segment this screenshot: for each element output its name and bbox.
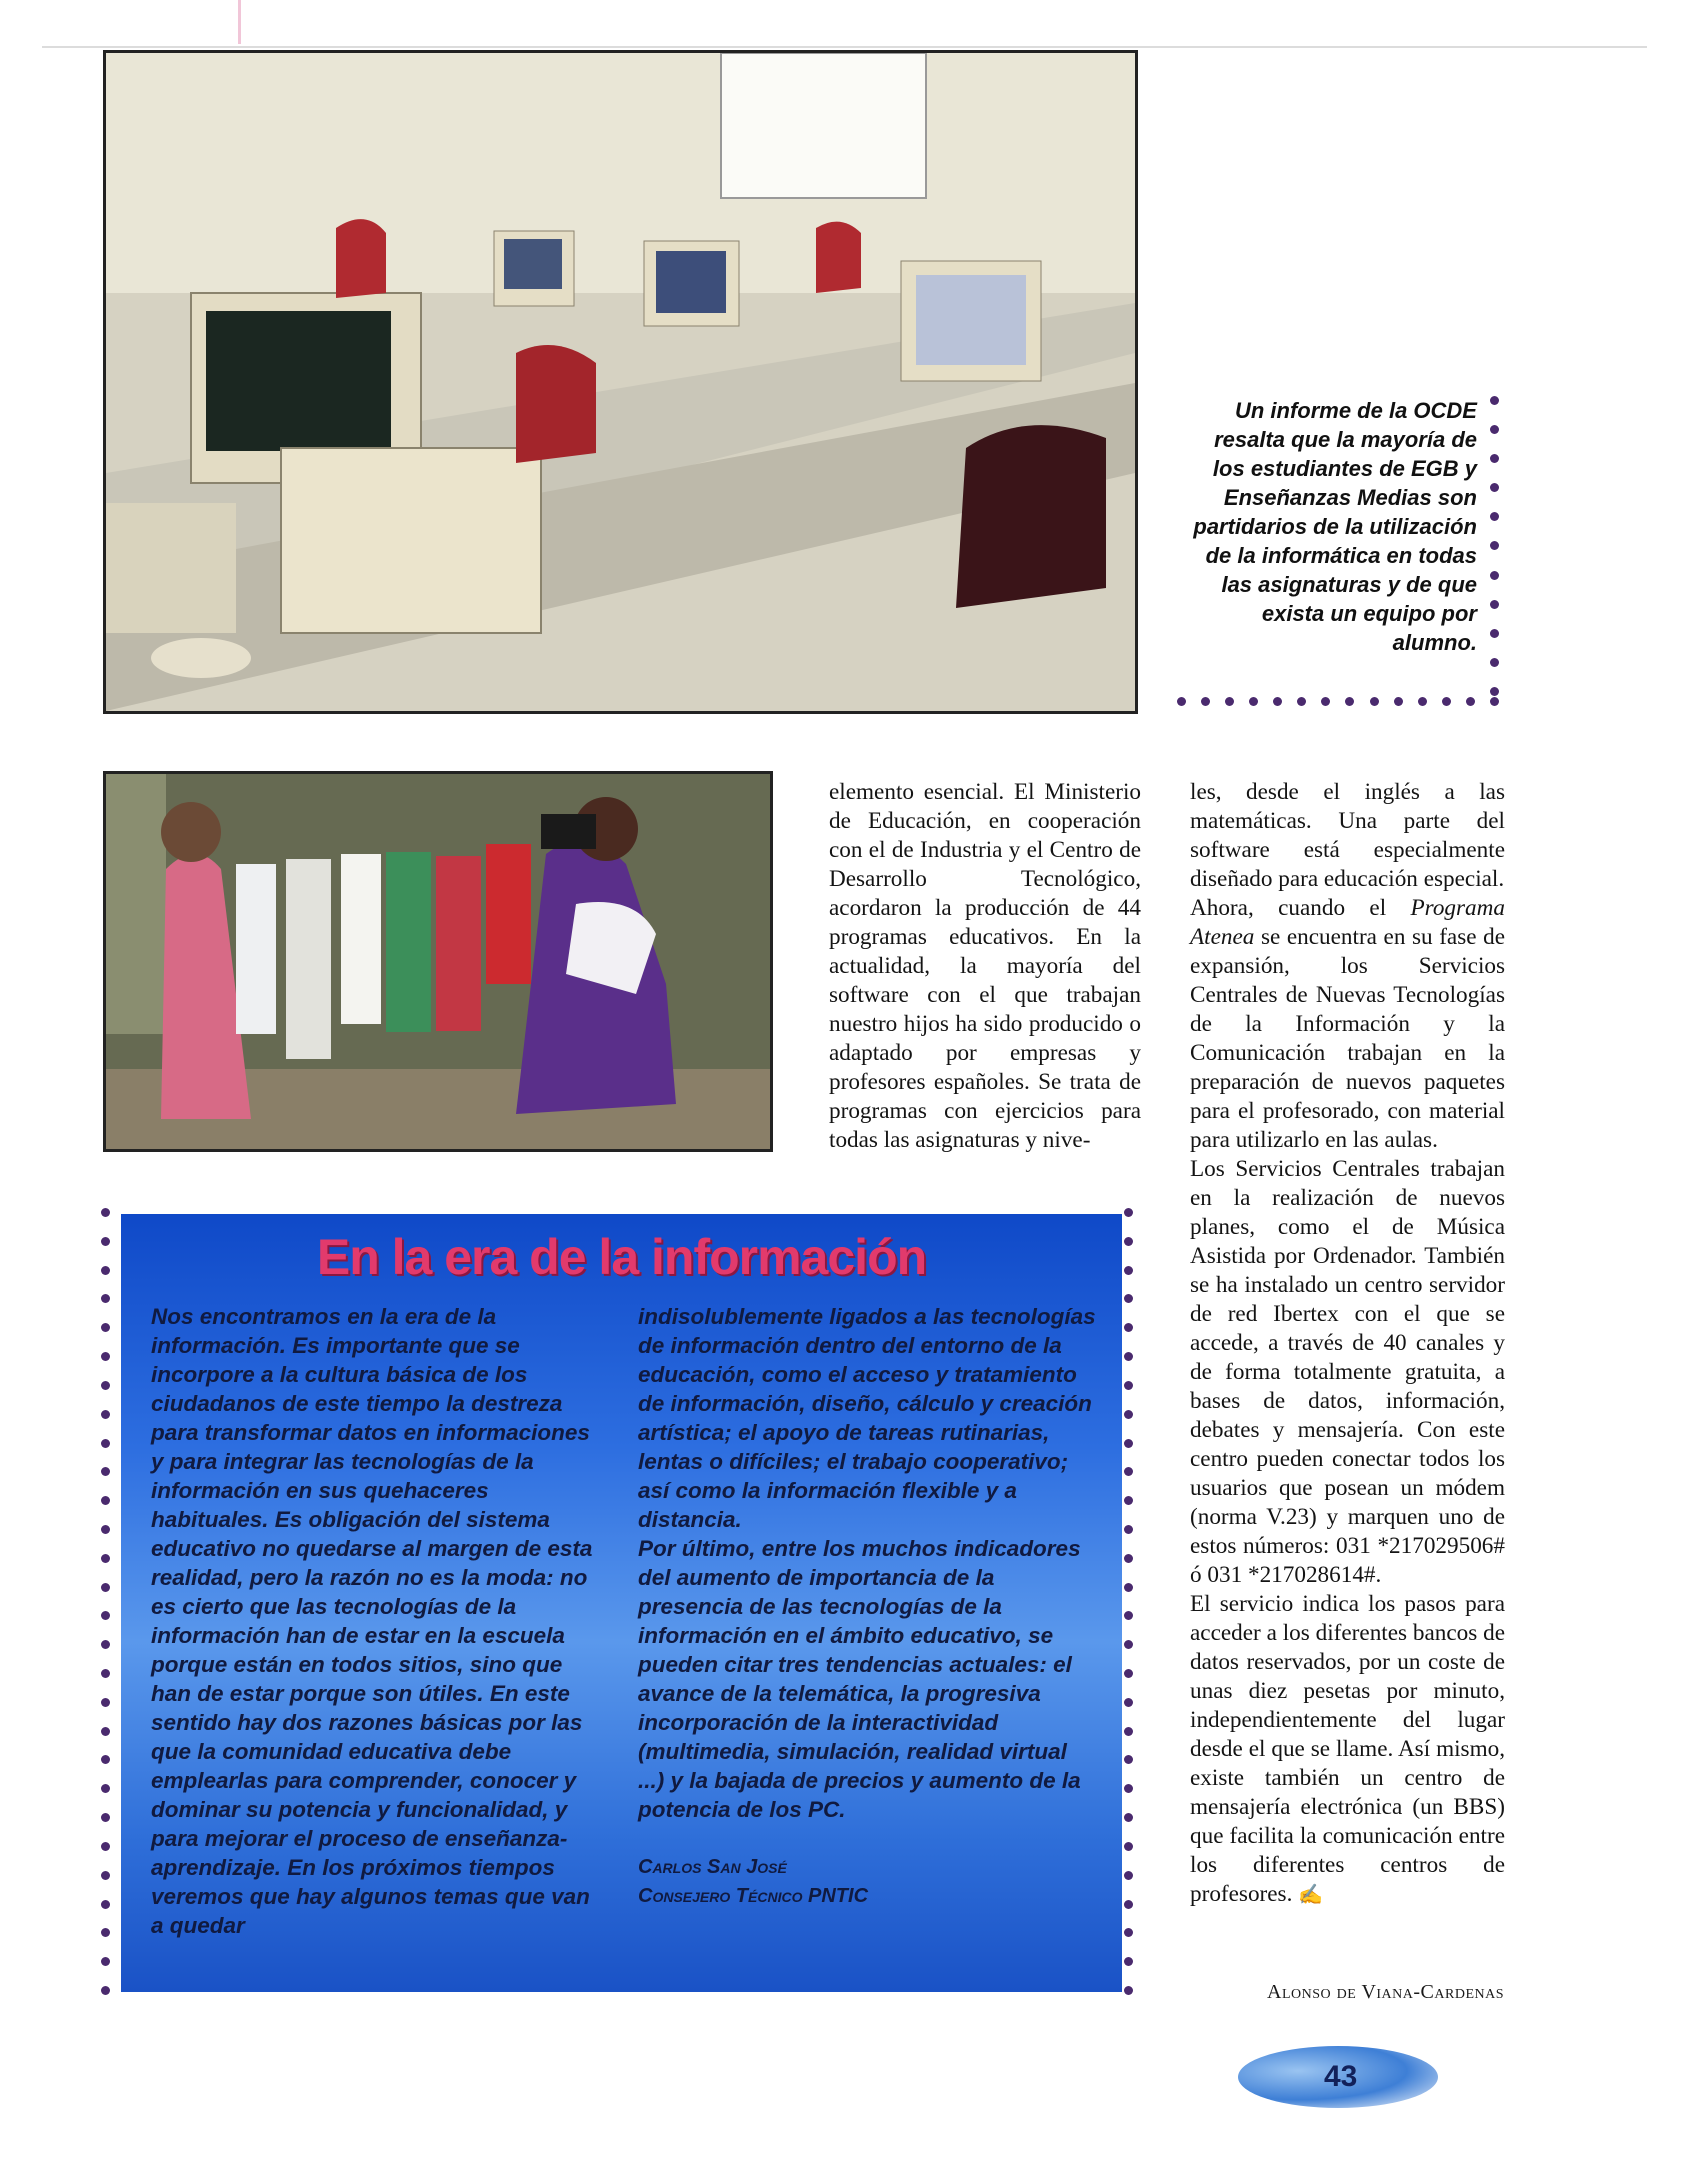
box-paragraph: Nos encontramos en la era de la información. Es importante que se incorpore a la cultura básica de los ciudadanos de este tiempo la destreza para transformar datos en informaciones y para integrar las tecnologías de la información en sus quehaceres habituales. Es obligación del sistema educativo no quedarse al margen de esta realidad, pero la razón no es la moda: no es cierto que las tecnologías de la información han de estar en la escuela porque están en todos sitios, sino que han de estar porque son útiles. En este sentido hay dos razones básicas por las que la comunidad educativa debe emplearlas para comprender, conocer y dominar su potencia y funcionalidad, y para mejorar el proceso de enseñanza-aprendizaje. En los próximos tiempos veremos que hay algunos temas que van a quedar xyxy=(151,1304,593,1938)
box-dotted-border-right xyxy=(1124,1208,1134,1995)
box-signature-role: Consejero Técnico PNTIC xyxy=(638,1885,869,1907)
article-author: Alonso de Viana-Cardenas xyxy=(1267,1981,1504,2003)
information-era-sidebar-box xyxy=(121,1214,1122,1992)
text-run: se encuentra en su fase de expansión, los Servicios Centrales de Nuevas Tecnologías de la Información y la Comunicación trabajan en la preparación de nuevos paquetes para el profesorado, con material para utilizarlo en las aulas. xyxy=(1190,924,1505,1153)
page-number-badge xyxy=(1238,2046,1438,2108)
page-number: 43 xyxy=(1324,2060,1358,2093)
children-filming-illustration xyxy=(106,774,770,1149)
box-dotted-border-left xyxy=(101,1208,111,1995)
pull-quote-dotted-border-right xyxy=(1490,396,1500,696)
box-paragraph: Por último, entre los muchos indicadores del aumento de importancia de la presencia de las tecnologías de la información en el ámbito educativo, se pueden citar tres tendencias actuales: el avance de la telemática, la progresiva incorporación de la interactividad (multimedia, simulación, realidad virtual ...) y la bajada de precios y aumento de la potencia de los PC. xyxy=(638,1536,1081,1822)
box-column-left xyxy=(151,1302,596,1940)
article-paragraph: les, desde el inglés a las matemáticas. Una parte del software está especialmente diseñado para educación especial. xyxy=(1190,779,1505,892)
children-filming-photo xyxy=(103,771,773,1152)
program-name: Programa Atenea xyxy=(1190,895,1505,950)
box-paragraph: indisolublemente ligados a las tecnologías de información dentro del entorno de la educación, como el acceso y tratamiento de información, diseño, cálculo y creación artística; el apoyo de tareas rutinarias, lentas o difíciles; el trabajo cooperativo; así como la información flexible y a distancia. xyxy=(638,1304,1096,1532)
computer-lab-photo xyxy=(103,50,1138,714)
computer-lab-illustration xyxy=(106,53,1135,711)
top-rule xyxy=(42,46,1647,48)
article-paragraph: Los Servicios Centrales trabajan en la realización de nuevos planes, como el de Música Asistida por Ordenador. También se ha instalado un centro servidor de red Ibertex con el que se accede, a través de 40 canales y de forma totalmente gratuita, a bases de datos, información, debates y mensajería. Con este centro pueden conectar todos los usuarios que posean un módem (norma V.23) y marquen uno de estos números: 031 *217029506# ó 031 *217028614#. xyxy=(1190,1156,1505,1588)
box-title: En la era de la información xyxy=(316,1229,927,1285)
article-paragraph: elemento esencial. El Ministerio de Educación, en cooperación con el de Industria y el Centro de Desarrollo Tecnológico, acordaron la producción de 44 programas educativos. En la actualidad, la mayoría del software con el que trabajan nuestro hijos ha sido producido o adaptado por empresas y profesores españoles. Se trata de programas con ejercicios para todas las asignaturas y nive- xyxy=(829,779,1141,1153)
pen-end-icon: ✍ xyxy=(1298,1884,1324,1906)
article-paragraph xyxy=(1190,1590,1505,1910)
article-column-middle xyxy=(829,778,1141,1155)
article-column-right xyxy=(1190,778,1505,1910)
sidebar-pull-quote: Un informe de la OCDE resalta que la mayoría de los estudiantes de EGB y Enseñanzas Medias son partidarios de la utilización de la informática en todas las asignaturas y de que exista un equipo por alumno. xyxy=(1193,398,1477,655)
pull-quote-dotted-border-bottom xyxy=(1177,697,1499,707)
box-column-right xyxy=(638,1302,1098,1911)
article-paragraph xyxy=(1190,894,1505,1155)
text-run: El servicio indica los pasos para acceder a los diferentes bancos de datos reservados, por un coste de unas diez pesetas por minuto, independientemente del lugar desde el que se llame. Así mismo, existe también un centro de mensajería electrónica (un BBS) que facilita la comunicación entre los diferentes centros de profesores. xyxy=(1190,1591,1505,1907)
text-run: Ahora, cuando el xyxy=(1190,895,1411,921)
top-margin-mark xyxy=(238,0,241,44)
box-signature-name: Carlos San José xyxy=(638,1856,787,1878)
